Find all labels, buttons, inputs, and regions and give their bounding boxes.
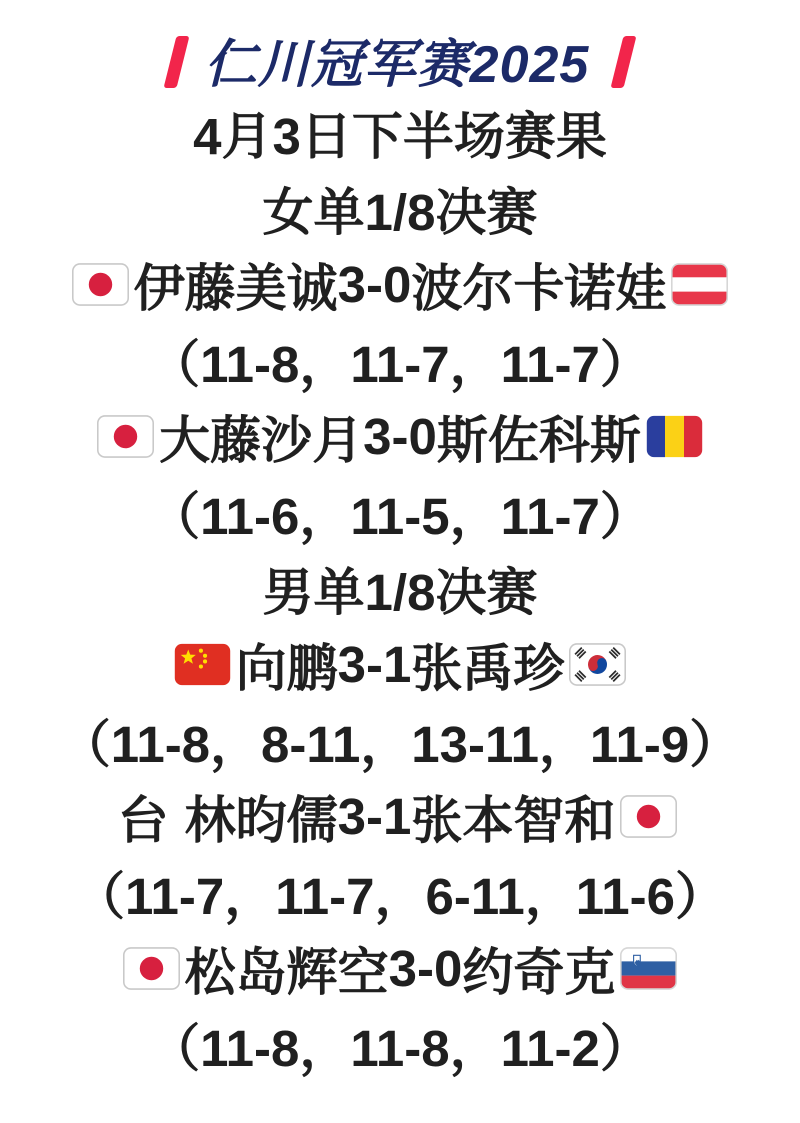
match-row-ws-1 [0, 246, 800, 322]
japan-flag-icon [123, 947, 180, 990]
japan-flag-icon [72, 263, 129, 306]
match-row-ws-2 [0, 398, 800, 474]
title-text: 仁川冠军赛2025 [204, 35, 590, 94]
player1-name: 林昀儒 [184, 792, 338, 849]
games-line-ms-2: （11-7，11-7，6-11，11-6） [73, 868, 727, 925]
player2-name: 约奇克 [462, 944, 616, 1001]
player2-name: 斯佐科斯 [436, 412, 641, 469]
games-line-ms-3: （11-8，11-8，11-2） [149, 1020, 651, 1077]
page-title [0, 0, 800, 94]
date-subtitle: 4月3日下半场赛果 [193, 108, 607, 165]
match-score: 3-0 [388, 939, 463, 997]
games-line-ws-1: （11-8，11-7，11-7） [149, 336, 651, 393]
games-line-ms-1: （11-8，8-11，13-11，11-9） [59, 716, 741, 773]
romania-flag-icon [646, 415, 703, 458]
match-row-ms-2 [0, 778, 800, 854]
match-score: 3-0 [363, 407, 437, 465]
player2-name: 张禹珍 [411, 640, 565, 697]
player1-name: 松岛辉空 [184, 944, 389, 1001]
match-score: 3-1 [337, 787, 412, 845]
player1-name: 向鹏 [235, 640, 338, 697]
player2-name: 张本智和 [411, 792, 616, 849]
taiwan-text-prefix: 台 [117, 792, 169, 849]
match-score: 3-0 [337, 255, 412, 313]
austria-flag-icon [671, 263, 728, 306]
games-line-ws-2: （11-6，11-5，11-7） [149, 488, 651, 545]
title-right-slash-icon [611, 36, 637, 88]
match-row-ms-1 [0, 626, 800, 702]
slovenia-flag-icon [620, 947, 677, 990]
china-flag-icon [174, 643, 231, 686]
japan-flag-icon [97, 415, 154, 458]
title-left-slash-icon [163, 36, 189, 88]
player2-name: 波尔卡诺娃 [411, 260, 667, 317]
south-korea-flag-icon [569, 643, 626, 686]
match-score: 3-1 [337, 635, 412, 693]
japan-flag-icon [620, 795, 677, 838]
section-heading-womens-singles: 女单1/8决赛 [262, 184, 538, 241]
section-heading-mens-singles: 男单1/8决赛 [262, 564, 538, 621]
player1-name: 伊藤美诚 [133, 260, 338, 317]
match-row-ms-3 [0, 930, 800, 1006]
player1-name: 大藤沙月 [159, 412, 364, 469]
